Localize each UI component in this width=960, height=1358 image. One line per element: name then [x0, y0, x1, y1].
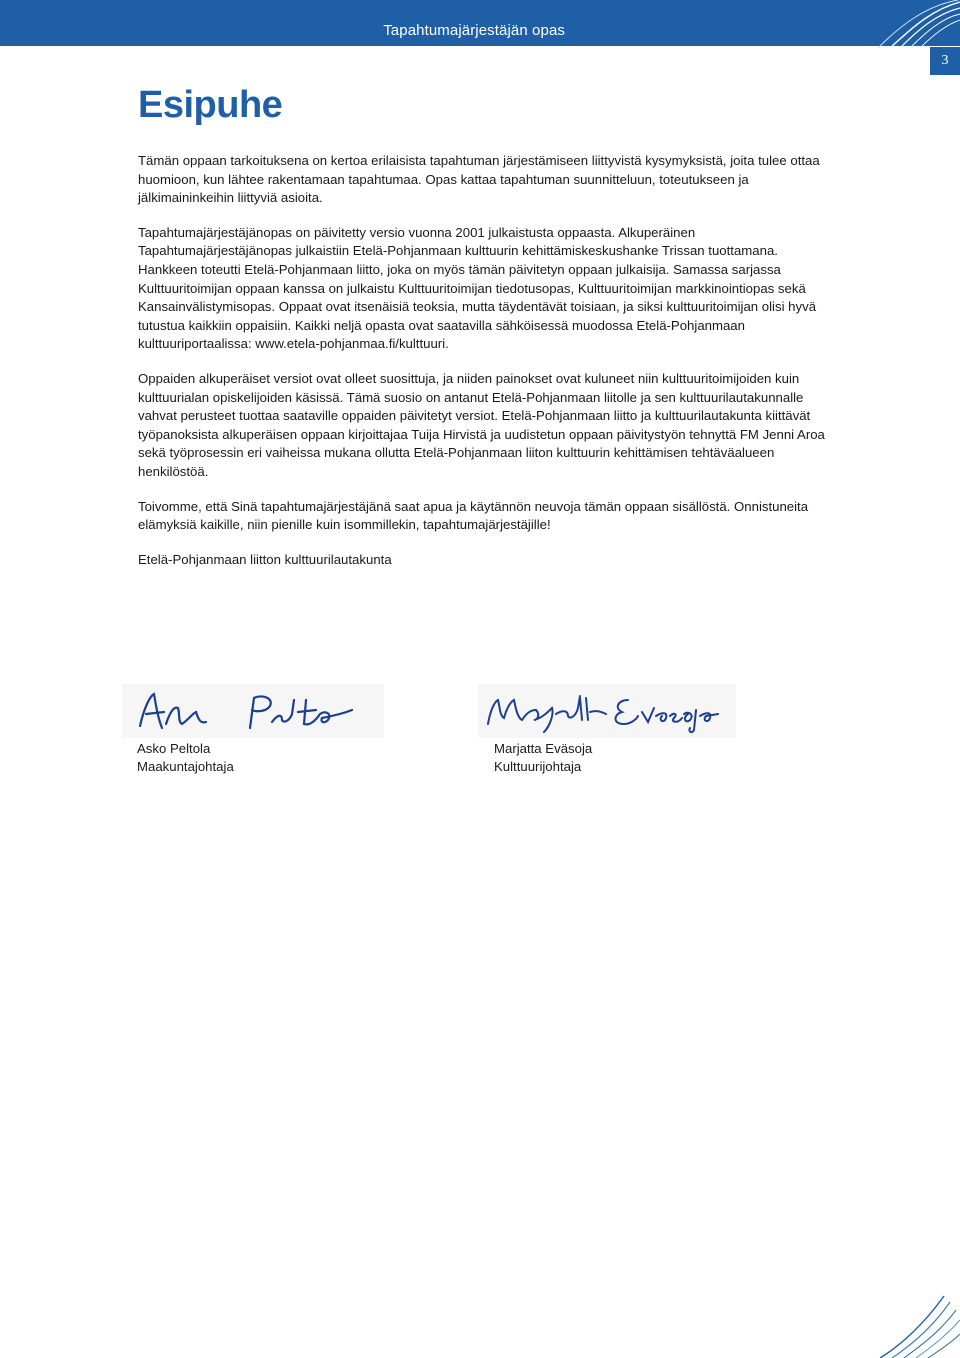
running-title: Tapahtumajärjestäjän opas — [383, 22, 565, 39]
paragraph: Tämän oppaan tarkoituksena on kertoa erilaisista tapahtuman järjestämiseen liittyvistä kysymyksistä, joita tulee ottaa huomioon, kun lähtee rakentamaan tapahtumaa. Opas kattaa tapahtuman suunnitteluun, toteutukseen ja jälkimaininkeihin liittyviä asioita. — [138, 153, 820, 206]
paragraph: Oppaiden alkuperäiset versiot ovat olleet suosittuja, ja niiden painokset ovat kuluneet niin kulttuuritoimijoiden kuin kulttuurialan opiskelijoiden käsissä. Tämä suosio on antanut Etelä-Pohjanmaan liitolle ja sen kulttuurilautakunnalle vahvat perusteet tuottaa saataville oppaiden päivitetyt versiot. Etelä-Pohjanmaan liitto ja kulttuurilautakunta kiittävät työpanoksista alkuperäisen oppaan kirjoittajaa Tuija Hirvistä ja uudistetun oppaan päivitystyön tehnyttä FM Jenni Aroa sekä työprosessin eri vaiheissa mukana ollutta Etelä-Pohjanmaan liiton kulttuurin kehittämisen tehtäväalueen henkilöstöä. — [138, 370, 825, 479]
page-number: 3 — [930, 47, 960, 75]
signatory-title: Maakuntajohtaja — [137, 759, 234, 774]
bottom-swoosh-graphic — [880, 1290, 960, 1358]
signatory-name: Asko Peltola — [137, 741, 211, 756]
paragraph: Tapahtumajärjestäjänopas on päivitetty versio vuonna 2001 julkaistusta oppaasta. Alkuperäinen Tapahtumajärjestäjänopas julkaistiin Etelä-Pohjanmaan kulttuurin kehittämiskeskushanke Trissan tuottamana. Hankkeen toteutti Etelä-Pohjanmaan liitto, joka on myös tämän päivitetyn oppaan julkaisija. Samassa sarjassa Kulttuuritoimijan oppaan kanssa on julkaistu Kulttuuritoimijan tiedotusopas, Kulttuuritoimijan markkinointiopas sekä Kansainvälistymisopas. Oppaat ovat itsenäisiä teoksia, mutta täydentävät toisiaan, ja siksi kulttuuritoimijan olisi hyvä tutustua kaikkiin oppaisiin. Kaikki neljä opasta ovat saatavilla sähköisessä muodossa Etelä-Pohjanmaan kulttuuriportaalissa: www.etela-pohjanmaa.fi/kulttuuri. — [138, 224, 817, 352]
paragraph: Toivomme, että Sinä tapahtumajärjestäjänä saat apua ja käytännön neuvoja tämän oppaan sisällöstä. Onnistuneita elämyksiä kaikille, niin pienille kuin isommillekin, tapahtumajärjestäjille! — [138, 498, 809, 533]
header-bar — [0, 0, 960, 46]
signature-image — [122, 684, 384, 738]
page-title: Esipuhe — [138, 84, 283, 126]
body-text — [138, 152, 828, 585]
corner-swoosh-graphic — [870, 0, 960, 48]
signatory-name: Marjatta Eväsoja — [494, 741, 593, 756]
sender-line: Etelä-Pohjanmaan liitton kulttuurilautakunta — [138, 551, 392, 567]
signatory-title: Kulttuurijohtaja — [494, 759, 582, 774]
signature-image — [478, 684, 736, 738]
